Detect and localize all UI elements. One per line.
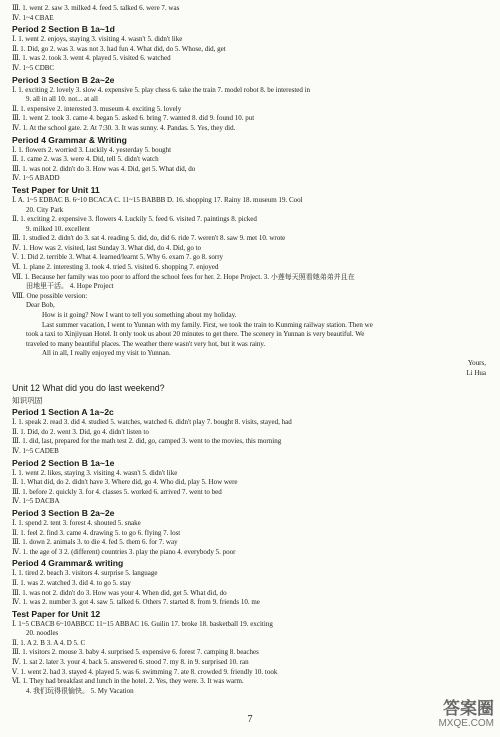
answer-key-page xyxy=(12,4,490,696)
answer-line: 20. City Park xyxy=(26,205,64,214)
answer-line: traveled to many beautiful places. The weather there wasn't very hot, but it was rainy. xyxy=(26,339,266,348)
section-heading: Period 4 Grammar& writing xyxy=(12,558,124,569)
answer-line: Ⅰ. 1. spend 2. tent 3. forest 4. shouted 5. snake xyxy=(12,518,141,527)
answer-line: Ⅱ. 1. feel 2. find 3. came 4. drawing 5. to go 6. flying 7. lost xyxy=(12,528,181,537)
answer-line: How is it going? Now I want to tell you something about my holiday. xyxy=(42,311,237,320)
answer-line: Ⅷ. One possible version: xyxy=(12,291,88,300)
section-heading: Period 2 Section B 1a~1d xyxy=(12,24,115,35)
answer-line: Ⅱ. 1. came 2. was 3. were 4. Did, tell 5. didn't watch xyxy=(12,155,159,164)
section-heading: Period 4 Grammar & Writing xyxy=(12,134,127,145)
answer-line: Li Hua xyxy=(466,368,486,377)
answer-line: Ⅲ. 1. down 2. animals 3. to die 4. fed 5. them 6. for 7. way xyxy=(12,538,178,547)
answer-line: 20. noodles xyxy=(26,629,59,638)
answer-line: Ⅵ. 1. plane 2. interesting 3. took 4. tried 5. visited 6. shopping 7. enjoyed xyxy=(12,263,219,272)
answer-line: Ⅳ. 1~5 DACBA xyxy=(12,497,60,506)
answer-line: Ⅱ. 1. Did, do 2. went 3. Did, go 4. didn't listen to xyxy=(12,427,149,436)
watermark-logo xyxy=(430,700,494,732)
answer-line: Ⅴ. 1. Did 2. terrible 3. What 4. learned/learnt 5. Why 6. exam 7. go 8. sorry xyxy=(12,253,224,262)
answer-line: Ⅰ. 1. flowers 2. worried 3. Luckily 4. yesterday 5. bought xyxy=(12,145,172,154)
answer-line: Ⅳ. 1~5 ABADD xyxy=(12,174,60,183)
answer-line: 4. 我们玩得很愉快。 5. My Vacation xyxy=(26,686,134,695)
page-number: 7 xyxy=(247,714,253,725)
answer-line: 9. milked 10. excellent xyxy=(26,224,90,233)
section-heading: Test Paper for Unit 11 xyxy=(12,184,100,195)
answer-line: Ⅰ. 1. tired 2. beach 3. visitors 4. surprise 5. language xyxy=(12,569,158,578)
answer-line: Ⅶ. 1. Because her family was too poor to afford the school fees for her. 2. Hope Project. 3. 小莲每天照看她弟弟并且在 xyxy=(12,272,355,281)
answer-line: Ⅲ. 1. was 2. took 3. went 4. played 5. visited 6. watched xyxy=(12,54,171,63)
answer-line: Ⅲ. 1. was not 2. didn't do 3. How was your 4. When did, get 5. What did, do xyxy=(12,588,227,597)
answer-line: Ⅵ. 1. They had breakfast and lunch in the hotel. 2. Yes, they were. 3. It was warm. xyxy=(12,677,244,686)
answer-line: Ⅲ. 1. went 2. saw 3. milked 4. feed 5. talked 6. were 7. was xyxy=(12,4,180,12)
answer-line: Ⅳ. 1~4 CBAE xyxy=(12,13,54,22)
section-heading: Test Paper for Unit 12 xyxy=(12,608,101,619)
answer-line: Ⅱ. 1. Did, go 2. was 3. was not 3. had fun 4. What did, do 5. Whose, did, get xyxy=(12,44,226,53)
answer-line: Ⅰ. 1~5 CBACB 6~10ABBCC 11~15 ABBAC 16. Guilin 17. broke 18. basketball 19. exciting xyxy=(12,619,273,628)
answer-line: Ⅰ. A. 1~5 EDBAC B. 6~10 BCACA C. 11~15 BABBB D. 16. shopping 17. Rainy 18. museum 19. Cool xyxy=(12,195,303,204)
section-heading: Period 3 Section B 2a~2e xyxy=(12,507,115,518)
answer-line: Ⅰ. 1. went 2. likes, staying 3. visiting 4. wasn't 5. didn't like xyxy=(12,468,178,477)
answer-line: Ⅲ. 1. did, last, prepared for the math test 2. did, go, camped 3. went to the movies, this morning xyxy=(12,437,282,446)
answer-line: Ⅳ. 1~5 CDBC xyxy=(12,63,55,72)
answer-line: Last summer vacation, I went to Yunnan with my family. First, we took the train to Kunming railway station. Then we xyxy=(42,320,373,329)
answer-line: 田地里干活。 4. Hope Project xyxy=(26,282,114,291)
answer-line: Ⅳ. 1. sat 2. later 3. your 4. back 5. answered 6. stood 7. my 8. in 9. surprised 10. ran xyxy=(12,658,249,667)
answer-line: Ⅲ. 1. was not 2. didn't do 3. How was 4. Did, get 5. What did, do xyxy=(12,164,196,173)
answer-line: Ⅱ. 1. expensive 2. interested 3. museum 4. exciting 5. lovely xyxy=(12,104,182,113)
section-heading: Period 3 Section B 2a~2e xyxy=(12,74,115,85)
answer-line: Ⅰ. 1. exciting 2. lovely 3. slow 4. expensive 5. play chess 6. take the train 7. model robot 8. be interested in xyxy=(12,85,311,94)
answer-line: Yours, xyxy=(467,359,486,367)
answer-line: Ⅱ. 1. What did, do 2. didn't have 3. Where did, go 4. Who did, play 5. How were xyxy=(12,478,238,487)
subsection-label: 知识巩固 xyxy=(12,396,43,406)
answer-line: Dear Bob, xyxy=(26,301,55,310)
answer-line: Ⅱ. 1. A 2. B 3. A 4. D 5. C xyxy=(12,638,86,647)
answer-line: took a taxi to Xinjiyuan Hotel. It only took us about 20 minutes to get there. The scenery in Yunnan is very beautiful. We xyxy=(26,330,365,339)
section-heading: Period 2 Section B 1a~1e xyxy=(12,457,115,468)
answer-line: Ⅱ. 1. was 2. watched 3. did 4. to go 5. stay xyxy=(12,578,131,587)
section-heading: Period 1 Section A 1a~2c xyxy=(12,407,114,418)
answer-line: Ⅳ. 1. At the school gate. 2. At 7:30. 3. It was sunny. 4. Pandas. 5. Yes, they did. xyxy=(12,123,236,132)
answer-line: All in all, I really enjoyed my visit to Yunnan. xyxy=(42,349,171,358)
answer-line: Ⅳ. 1. was 2. number 3. got 4. saw 5. talked 6. Others 7. started 8. from 9. friends 10. me xyxy=(12,598,260,607)
answer-line: Ⅳ. 1~5 CADEB xyxy=(12,446,59,455)
watermark-logo-top: 答案圈 xyxy=(443,699,494,718)
watermark-logo-bottom: MXQE.COM xyxy=(438,718,494,729)
answer-line: Ⅳ. 1. the age of 3 2. (different) countries 3. play the piano 4. everybody 5. poor xyxy=(12,547,236,556)
answer-line: Ⅱ. 1. exciting 2. expensive 3. flowers 4. Luckily 5. feed 6. visited 7. paintings 8. picked xyxy=(12,215,257,224)
answer-line: Ⅲ. 1. visitors 2. mouse 3. baby 4. surprised 5. expensive 6. forest 7. camping 8. beaches xyxy=(12,648,259,657)
answer-line: Ⅳ. 1. How was 2. visited, last Sunday 3. What did, do 4. Did, go to xyxy=(12,243,202,252)
answer-line: 9. all in all 10. not... at all xyxy=(26,95,98,104)
answer-line: Ⅲ. 1. went 2. took 3. came 4. began 5. asked 6. bring 7. wanted 8. did 9. found 10. put xyxy=(12,114,255,123)
unit-title: Unit 12 What did you do last weekend? xyxy=(12,383,165,394)
answer-line: Ⅰ. 1. went 2. enjoys, staying 3. visiting 4. wasn't 5. didn't like xyxy=(12,35,183,44)
answer-line: Ⅲ. 1. before 2. quickly 3. for 4. classes 5. worked 6. arrived 7. went to bed xyxy=(12,487,222,496)
answer-line: Ⅴ. 1. went 2. had 3. stayed 4. played 5. was 6. swimming 7. ate 8. crowded 9. friendly 10. took xyxy=(12,667,278,676)
answer-line: Ⅰ. 1. speak 2. read 3. did 4. studied 5. watches, watched 6. didn't play 7. bought 8. visits, stayed, had xyxy=(12,418,292,427)
answer-line: Ⅲ. 1. studied 2. didn't do 3. sat 4. reading 5. did, do, did 6. ride 7. weren't 8. saw 9. met 10. wrote xyxy=(12,234,286,243)
